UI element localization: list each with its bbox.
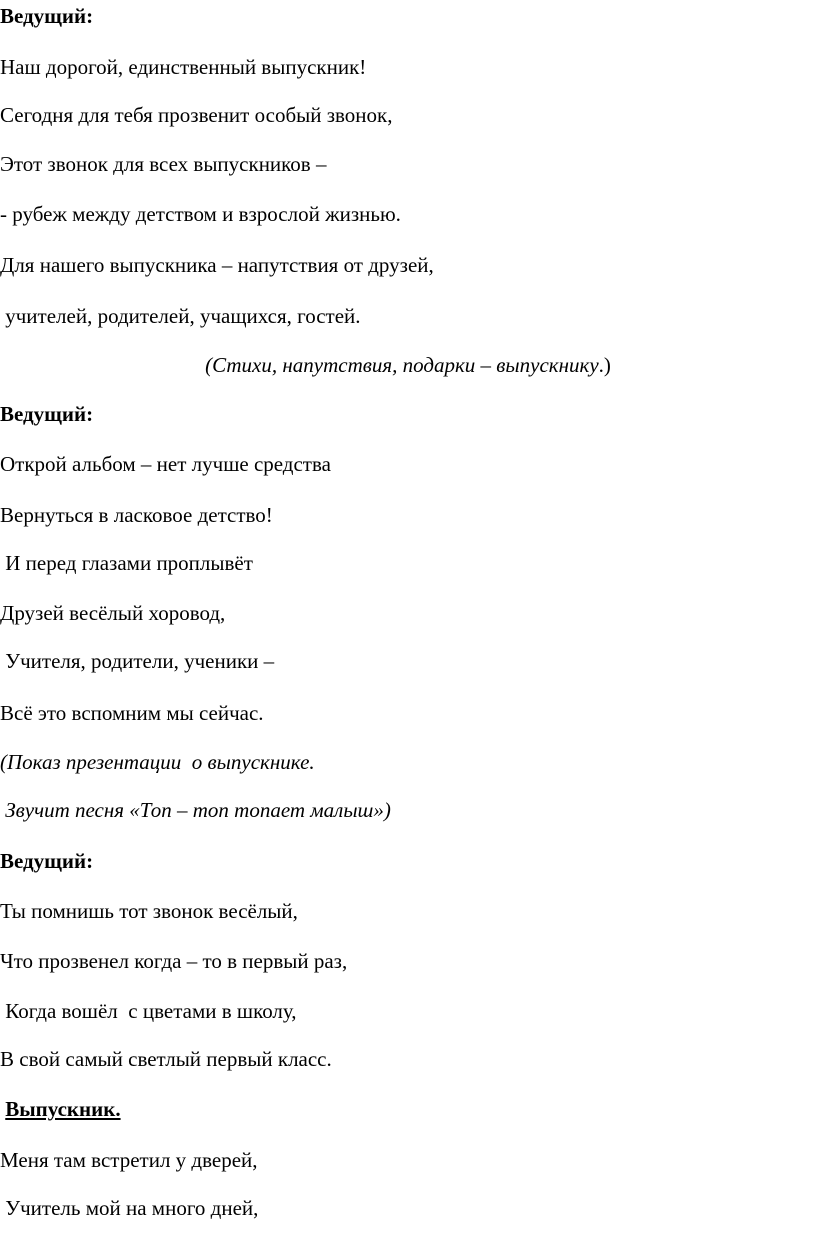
verse-line: Меня там встретил у дверей,: [0, 1148, 258, 1172]
verse-line: Всё это вспомним мы сейчас.: [0, 701, 264, 725]
verse-line: - рубеж между детством и взрослой жизнью.: [0, 202, 401, 226]
stage-direction-tail: .): [598, 353, 611, 377]
verse-line: Друзей весёлый хоровод,: [0, 601, 226, 625]
verse-line: Этот звонок для всех выпускников –: [0, 152, 327, 176]
verse-line: Наш дорогой, единственный выпускник!: [0, 55, 367, 79]
verse-line: И перед глазами проплывёт: [0, 551, 253, 575]
verse-line: учителей, родителей, учащихся, гостей.: [0, 304, 361, 328]
stage-direction-text: (Стихи, напутствия, подарки – выпускнику: [205, 353, 599, 377]
speaker-label: [0, 1099, 121, 1120]
verse-line: Ты помнишь тот звонок весёлый,: [0, 899, 298, 923]
speaker-label: Ведущий:: [0, 849, 94, 873]
verse-line: Что прозвенел когда – то в первый раз,: [0, 949, 348, 973]
verse-line: В свой самый светлый первый класс.: [0, 1047, 332, 1071]
verse-line: Вернуться в ласковое детство!: [0, 503, 273, 527]
verse-line: Учитель мой на много дней,: [0, 1196, 259, 1220]
verse-line: Открой альбом – нет лучше средства: [0, 452, 331, 476]
stage-direction: Звучит песня «Топ – топ топает малыш»): [0, 798, 391, 822]
verse-line: Для нашего выпускника – напутствия от друзей,: [0, 253, 434, 277]
stage-direction: [0, 355, 816, 376]
verse-line: Учителя, родители, ученики –: [0, 649, 275, 673]
speaker-label: Ведущий:: [0, 4, 94, 28]
verse-line: Сегодня для тебя прозвенит особый звонок,: [0, 103, 393, 127]
speaker-label: Ведущий:: [0, 402, 94, 426]
verse-line: Когда вошёл с цветами в школу,: [0, 999, 297, 1023]
speaker-name: Выпускник.: [5, 1097, 121, 1121]
stage-direction: (Показ презентации о выпускнике.: [0, 750, 315, 774]
